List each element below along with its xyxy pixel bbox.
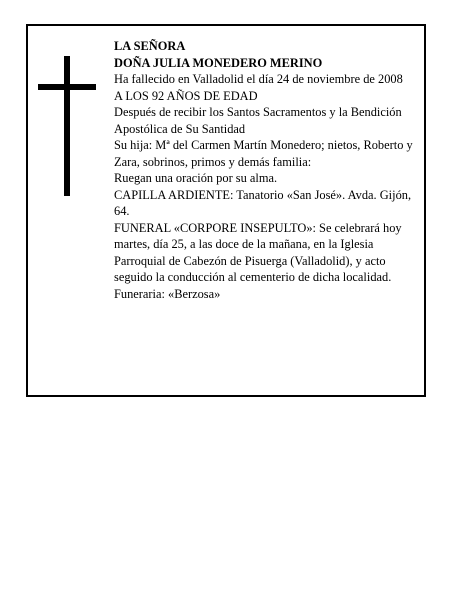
age-statement: A LOS 92 AÑOS DE EDAD: [114, 88, 258, 103]
funeral-info: FUNERAL «CORPORE INSEPULTO»: Se celebrará hoy martes, día 25, a las doce de la mañana, en la Iglesia Parroquial de Cabezón de Pisuerga (Valladolid), y acto seguido la conducción al cementerio de dicha localidad.: [114, 220, 402, 284]
chapel-info: CAPILLA ARDIENTE: Tanatorio «San José». Avda. Gijón, 64.: [114, 187, 412, 218]
deceased-name: DOÑA JULIA MONEDERO MERINO: [114, 55, 323, 70]
obituary-text: [114, 38, 416, 302]
death-statement: Ha fallecido en Valladolid el día 24 de noviembre de 2008: [114, 72, 403, 86]
funeral-home-info: Funeraria: «Berzosa»: [114, 286, 221, 301]
heading-line-1: LA SEÑORA: [114, 39, 186, 53]
sacraments-statement: Después de recibir los Santos Sacramentos y la Bendición Apostólica de Su Santidad: [114, 105, 402, 136]
family-statement: Su hija: Mª del Carmen Martín Monedero; nietos, Roberto y Zara, sobrinos, primos y demás familia:: [114, 138, 413, 169]
prayer-request: Ruegan una oración por su alma.: [114, 171, 278, 185]
